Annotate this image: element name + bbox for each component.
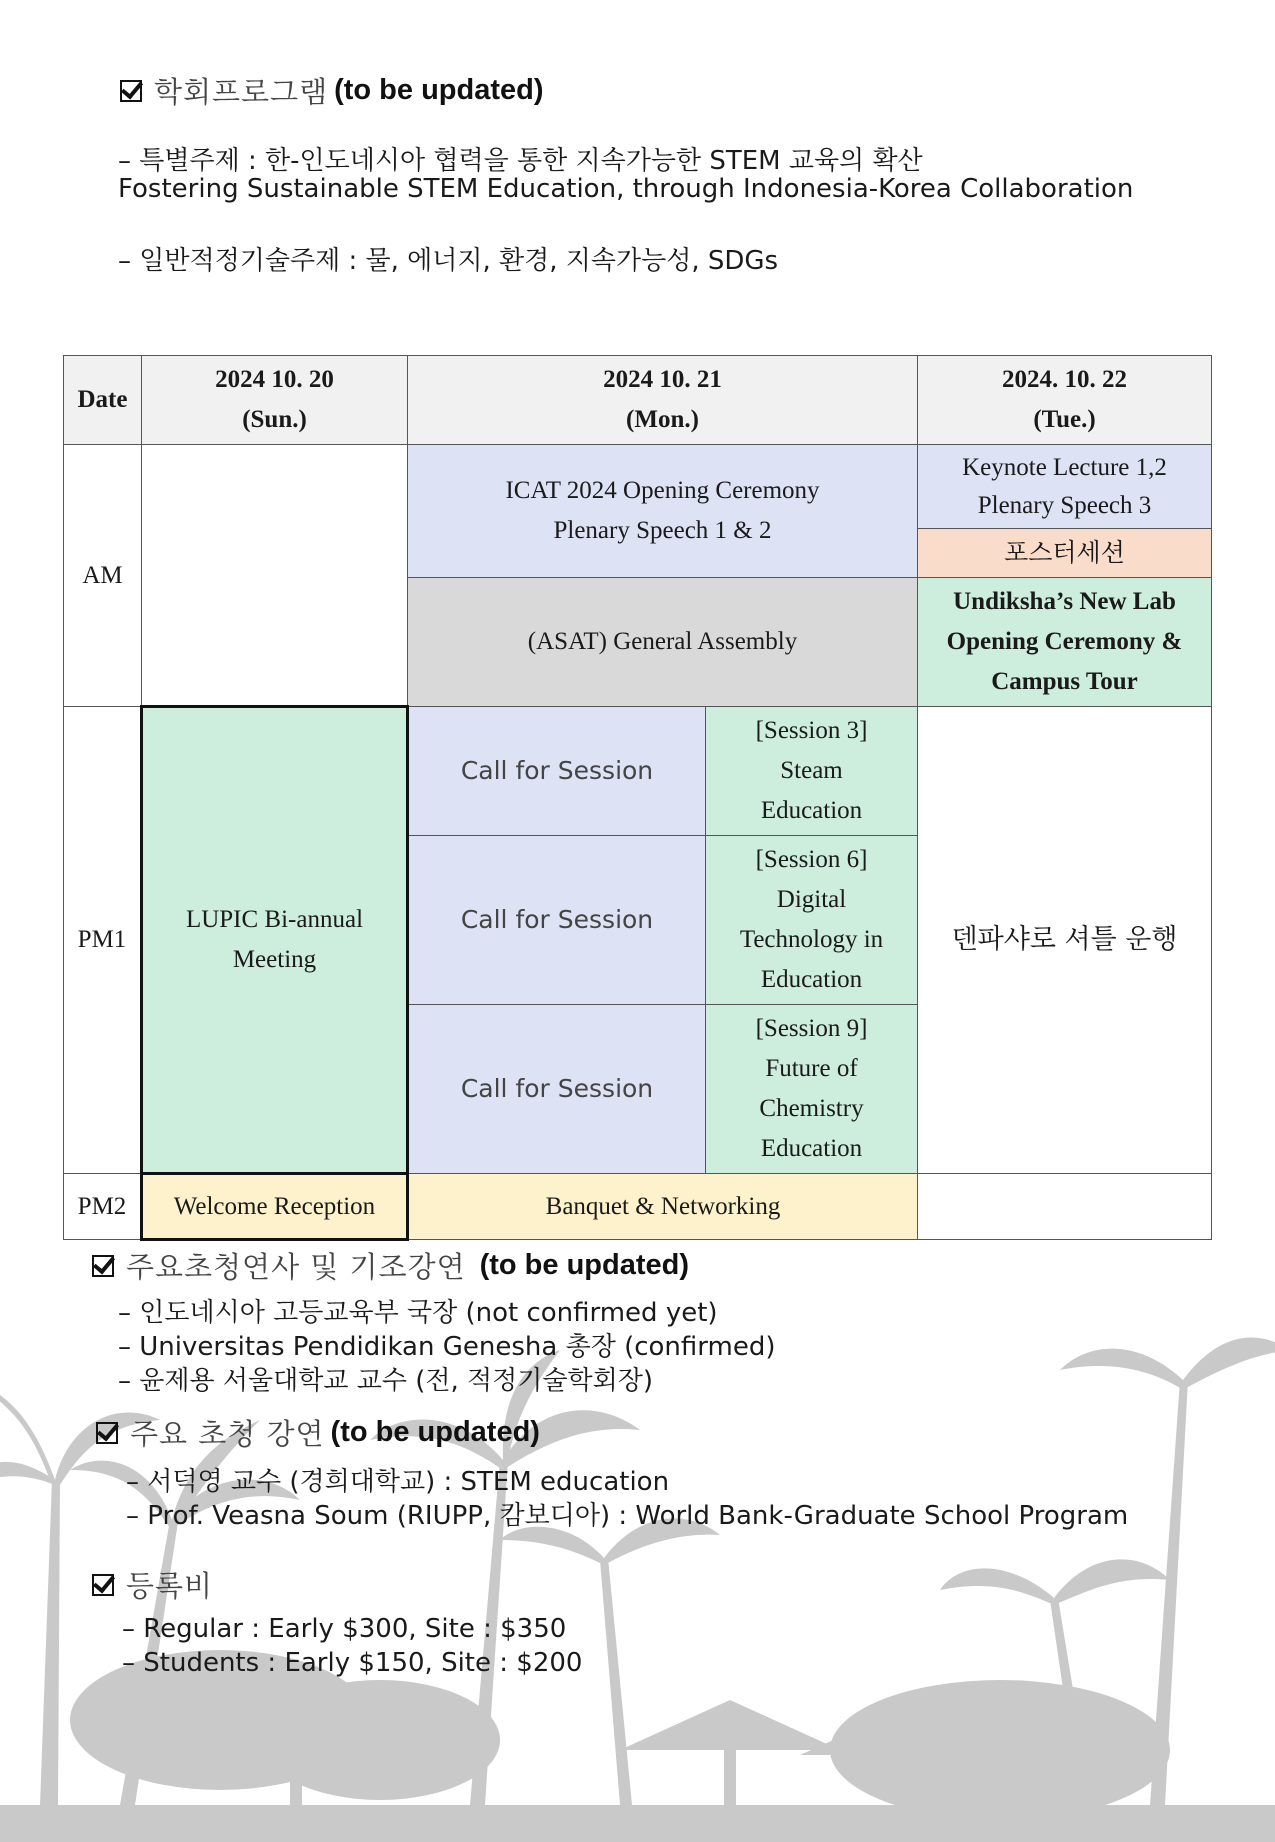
checkbox-icon: [92, 1255, 114, 1277]
call-for-session-3: Call for Session: [408, 1005, 706, 1174]
lupic-meeting-cell: LUPIC Bi-annual Meeting: [142, 707, 408, 1174]
undiksha-lab-opening-cell: Undiksha’s New Lab Opening Ceremony & Campus Tour: [918, 578, 1212, 707]
lectures-update-note: (to be updated): [330, 1416, 540, 1448]
day3-pm2-empty-cell: [918, 1174, 1212, 1240]
day1-am-empty-cell: [142, 445, 408, 707]
session-9-cell: [Session 9] Future of Chemistry Education: [706, 1005, 918, 1174]
fees-section-heading: [92, 1564, 213, 1605]
session-6-cell: [Session 6] Digital Technology in Education: [706, 836, 918, 1005]
speaker-item: – 윤제용 서울대학교 교수 (전, 적정기술학회장): [118, 1366, 653, 1396]
special-topic-english: Fostering Sustainable STEM Education, through Indonesia-Korea Collaboration: [118, 174, 1134, 204]
asat-general-assembly-cell: (ASAT) General Assembly: [408, 578, 918, 707]
speaker-item: – 인도네시아 고등교육부 국장 (not confirmed yet): [118, 1298, 718, 1328]
general-topic: – 일반적정기술주제 : 물, 에너지, 환경, 지속가능성, SDGs: [118, 246, 779, 276]
speakers-section-heading: [92, 1245, 689, 1286]
lecture-item: – 서덕영 교수 (경희대학교) : STEM education: [126, 1467, 670, 1497]
lectures-title: 주요 초청 강연: [130, 1417, 325, 1451]
pm2-row-label: PM2: [64, 1174, 142, 1240]
am-row-label: AM: [64, 445, 142, 707]
day1-header: 2024 10. 20 (Sun.): [142, 356, 408, 445]
welcome-reception-cell: Welcome Reception: [142, 1174, 408, 1240]
checkbox-icon: [120, 80, 142, 102]
poster-session-cell: 포스터세션: [918, 529, 1212, 578]
call-for-session-1: Call for Session: [408, 707, 706, 836]
opening-ceremony-cell: ICAT 2024 Opening Ceremony Plenary Speech 1 & 2: [408, 445, 918, 578]
lecture-item: – Prof. Veasna Soum (RIUPP, 캄보디아) : World Bank-Graduate School Program: [126, 1501, 1129, 1531]
speakers-title: 주요초청연사 및 기조강연: [126, 1250, 466, 1284]
session-3-cell: [Session 3] Steam Education: [706, 707, 918, 836]
day2-header: 2024 10. 21 (Mon.): [408, 356, 918, 445]
keynote-cell: Keynote Lecture 1,2 Plenary Speech 3: [918, 445, 1212, 529]
speakers-update-note: (to be updated): [479, 1249, 690, 1281]
speaker-item: – Universitas Pendidikan Genesha 총장 (confirmed): [118, 1332, 776, 1362]
fee-item: – Regular : Early $300, Site : $350: [122, 1614, 567, 1644]
fees-title: 등록비: [126, 1569, 214, 1603]
lectures-section-heading: [96, 1412, 540, 1453]
denpasar-shuttle-cell: 덴파샤로 셔틀 운행: [918, 707, 1212, 1174]
program-update-note: (to be updated): [334, 74, 544, 106]
checkbox-icon: [92, 1574, 114, 1596]
day3-header: 2024. 10. 22 (Tue.): [918, 356, 1212, 445]
program-title: 학회프로그램: [154, 75, 329, 109]
program-section-heading: [120, 70, 544, 111]
call-for-session-2: Call for Session: [408, 836, 706, 1005]
fee-item: – Students : Early $150, Site : $200: [122, 1648, 583, 1678]
checkbox-icon: [96, 1422, 118, 1444]
pm1-row-label: PM1: [64, 707, 142, 1174]
special-topic-korean: – 특별주제 : 한-인도네시아 협력을 통한 지속가능한 STEM 교육의 확산: [118, 146, 923, 176]
date-header: Date: [64, 356, 142, 445]
banquet-networking-cell: Banquet & Networking: [408, 1174, 918, 1240]
schedule-table: [63, 355, 1212, 1241]
